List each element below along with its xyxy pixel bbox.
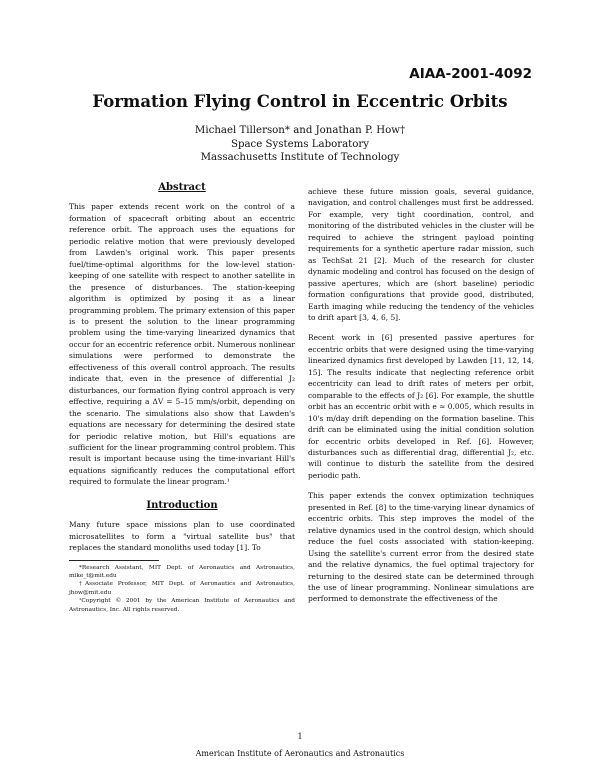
author-block: [0, 124, 600, 165]
paper-title: Formation Flying Control in Eccentric Orbits: [92, 92, 508, 111]
right-column: [308, 186, 534, 605]
abstract-heading: Abstract: [158, 182, 206, 193]
lab-name: Space Systems Laboratory: [230, 138, 370, 150]
institute-name: Massachusetts Institute of Technology: [200, 152, 400, 163]
report-number: AIAA-2001-4092: [409, 66, 532, 82]
left-column: [69, 182, 295, 614]
body-paragraph: Recent work in [6] presented passive apertures for eccentric orbits that were designed using the time-varying linearized dynamics first developed by Lawden [11, 12, 14, 15]. The results indicate that neglecting reference orbit eccentricity can lead to drift rates of meters per orbit, comparable to the effects of J₂ [6]. For example, the shuttle orbit has an eccentric orbit with e ≈ 0.005, which results in 10's m/day drift depending on the formation baseline. This drift can be eliminated using the initial condition solution for eccentric orbits developed in Ref. [6]. However, disturbances such as differential drag, differential J₂, etc. will continue to disturb the satellite from the desired periodic path.: [308, 333, 534, 480]
introduction-text: Many future space missions plan to use coordinated microsatellites to form a "virtual satellite bus" that replaces the standard monoliths used today [1]. To: [69, 520, 295, 553]
footnote-author-1: *Research Assistant, MIT Dept. of Aeronautics and Astronautics, mike_t@mit.edu: [69, 564, 295, 579]
introduction-heading: Introduction: [146, 499, 218, 511]
page-number: 1: [297, 732, 303, 741]
footnote-author-2: †Associate Professor, MIT Dept. of Aeronautics and Astronautics, jhow@mit.edu: [69, 581, 295, 596]
footnote-rule: [69, 560, 159, 561]
body-paragraph: achieve these future mission goals, several guidance, navigation, and control challenges must first be addressed. For example, very tight coordination, control, and monitoring of the distributed vehicles in the cluster will be required to achieve the stringent payload pointing requirements for a synthetic aperture radar mission, such as TechSat 21 [2]. Much of the research for cluster dynamic modeling and control has focused on the design of passive apertures, which are (short baseline) periodic formation configurations that provide good, distributed, Earth imaging while reducing the tendency of the vehicles to drift apart [3, 4, 6, 5].: [308, 187, 534, 322]
footer-organization: American Institute of Aeronautics and Astronautics: [195, 749, 405, 758]
authors: Michael Tillerson* and Jonathan P. How†: [194, 125, 406, 136]
footnote-copyright: ¹Copyright © 2001 by the American Institute of Aeronautics and Astronautics, Inc. All rights reserved.: [69, 598, 295, 613]
body-paragraph: This paper extends the convex optimization techniques presented in Ref. [8] to the time-varying linear dynamics of eccentric orbits. This step improves the model of the relative dynamics used in the control design, which should reduce the fuel costs associated with station-keeping. Using the satellite's current error from the desired state and the relative dynamics, the fuel optimal trajectory for returning to the desired state can be determined through the use of linear programming. Nonlinear simulations are performed to demonstrate the effectiveness of the: [308, 491, 534, 604]
abstract-text: This paper extends recent work on the control of a formation of spacecraft orbiting about an eccentric reference orbit. The approach uses the equations for periodic relative motion that were previously developed from Lawden's original work. This paper presents fuel/time-optimal algorithms for the low-level station-keeping of one satellite with respect to another satellite in the presence of disturbances. The station-keeping algorithm is optimized by posing it as a linear programming problem. The primary extension of this paper is to present the solution to the linear programming problem using the time-varying linearized dynamics that occur for an eccentric reference orbit. Numerous nonlinear simulations were performed to demonstrate the effectiveness of this overall control approach. The results indicate that, even in the presence of differential J₂ disturbances, our formation flying control approach is very effective, requiring a ΔV = 5–15 mm/s/orbit, depending on the scenario. The simulations also show that Lawden's equations are necessary for determining the desired state for periodic relative motion, but Hill's equations are sufficient for the linear programming control problem. This result is important because using the time-invariant Hill's equations significantly reduces the computational effort required to formulate the linear program.¹: [69, 202, 295, 487]
